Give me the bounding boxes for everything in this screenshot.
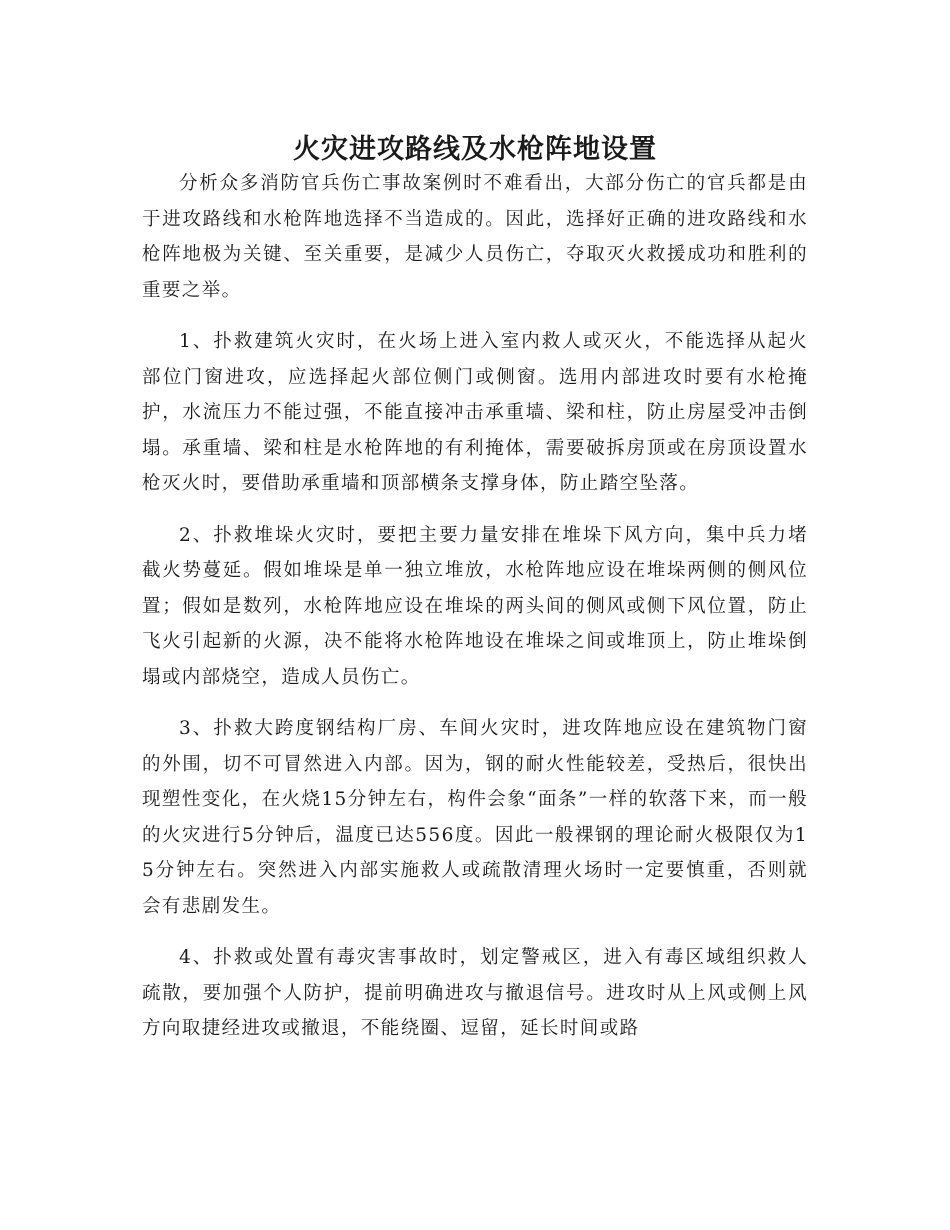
paragraph-steel-structure-fire: 3、扑救大跨度钢结构厂房、车间火灾时，进攻阵地应设在建筑物门窗的外围，切不可冒然进入内部。因为，钢的耐火性能较差，受热后，很快出现塑性变化，在火烧15分钟左右，构件会象“面条”一样的软落下来，而一般的火灾进行5分钟后，温度已达556度。因此一般裸钢的理论耐火极限仅为15分钟左右。突然进入内部实施救人或疏散清理火场时一定要慎重，否则就会有悲剧发生。 bbox=[142, 718, 808, 917]
document-body bbox=[142, 166, 808, 1063]
paragraph-intro: 分析众多消防官兵伤亡事故案例时不难看出，大部分伤亡的官兵都是由于进攻路线和水枪阵地选择不当造成的。因此，选择好正确的进攻路线和水枪阵地极为关键、至关重要，是减少人员伤亡，夺取灭火救援成功和胜利的重要之举。 bbox=[142, 173, 808, 301]
paragraph-stack-fire: 2、扑救堆垛火灾时，要把主要力量安排在堆垛下风方向，集中兵力堵截火势蔓延。假如堆垛是单一独立堆放，水枪阵地应设在堆垛两侧的侧风位置；假如是数列，水枪阵地应设在堆垛的两头间的侧风或侧下风位置，防止飞火引起新的火源，决不能将水枪阵地设在堆垛之间或堆顶上，防止堆垛倒塌或内部烧空，造成人员伤亡。 bbox=[142, 524, 808, 688]
document-title: 火灾进攻路线及水枪阵地设置 bbox=[293, 134, 657, 166]
paragraph-building-fire: 1、扑救建筑火灾时，在火场上进入室内救人或灭火，不能选择从起火部位门窗进攻，应选择起火部位侧门或侧窗。选用内部进攻时要有水枪掩护，水流压力不能过强，不能直接冲击承重墙、梁和柱，防止房屋受冲击倒塌。承重墙、梁和柱是水枪阵地的有利掩体，需要破拆房顶或在房顶设置水枪灭火时，要借助承重墙和顶部横条支撑身体，防止踏空坠落。 bbox=[142, 331, 808, 494]
paragraph-toxic-incident: 4、扑救或处置有毒灾害事故时，划定警戒区，进入有毒区域组织救人疏散，要加强个人防护，提前明确进攻与撤退信号。进攻时从上风或侧上风方向取捷经进攻或撤退，不能绕圈、逗留，延长时间或路 bbox=[142, 947, 808, 1039]
